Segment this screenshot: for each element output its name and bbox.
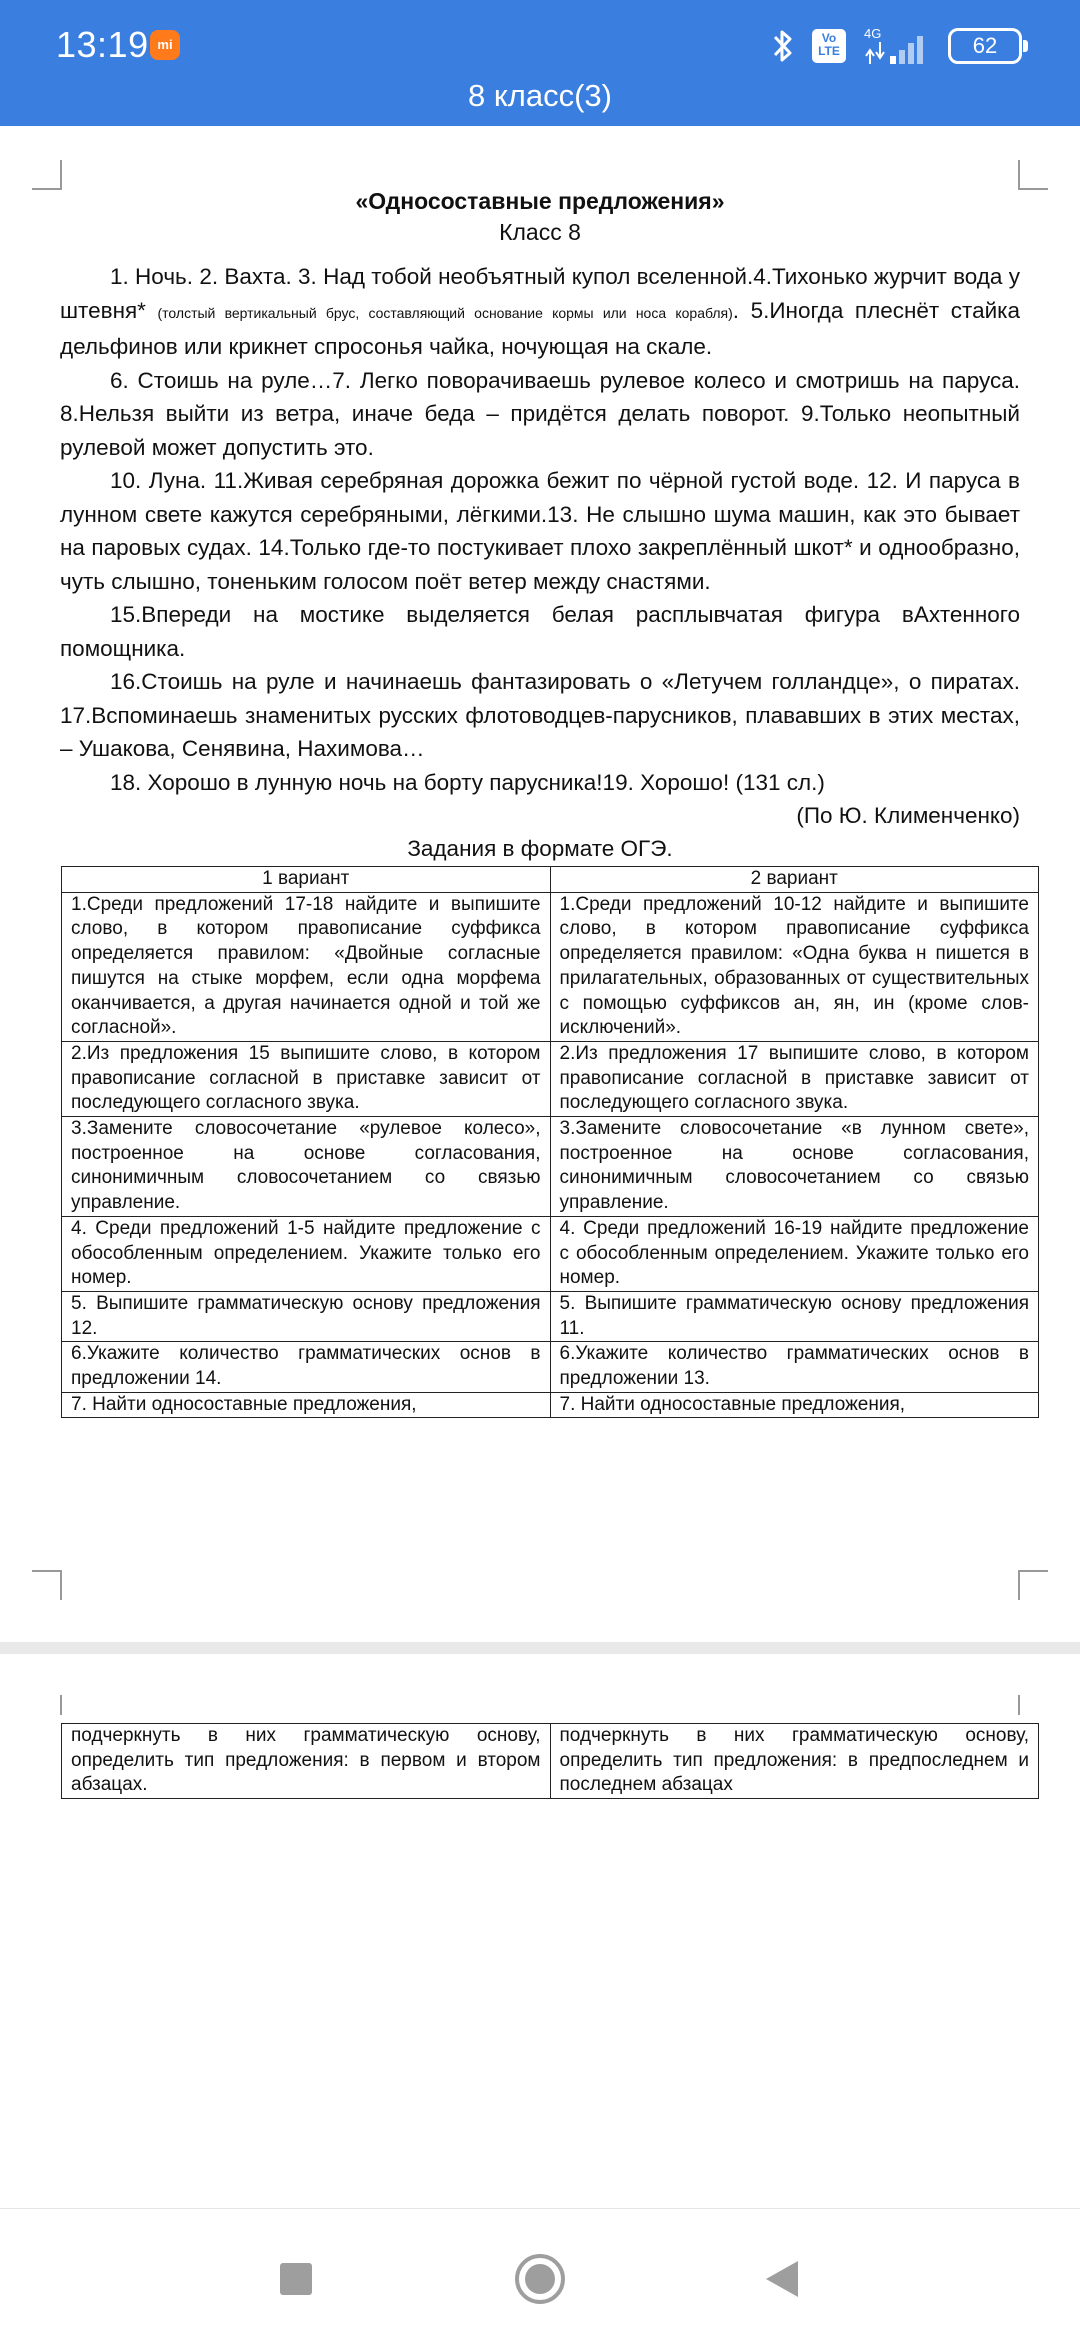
table-row (62, 1117, 1039, 1217)
table-cell: 1.Среди предложений 17-18 найдите и выпишите слово, в котором правописание суффикса определяется правилом: «Двойные согласные пишутся на стыке морфем, если одна морфема оканчивается, а другая начинается одной и той же согласной». (62, 892, 551, 1041)
document-page-2[interactable] (32, 1695, 1048, 2115)
volte-icon: Vo LTE (812, 29, 846, 63)
crop-mark (1018, 1570, 1048, 1600)
table-cell: 4. Среди предложений 16-19 найдите предложение с обособленным определением. Укажите только его номер. (550, 1216, 1039, 1291)
recents-icon (278, 2261, 314, 2297)
table-cell: 5. Выпишите грамматическую основу предложения 11. (550, 1291, 1039, 1341)
back-icon (764, 2259, 800, 2299)
tasks-title: Задания в формате ОГЭ. (407, 836, 673, 861)
doc-heading: «Односоставные предложения» (355, 188, 725, 214)
paragraph: 15.Впереди на мостике выделяется белая расплывчатая фигура вАхтенного помощника. (60, 602, 1020, 661)
table-header-row (62, 867, 1039, 893)
tasks-table-continued (61, 1723, 1039, 1799)
paragraph (60, 260, 1020, 364)
battery-icon (948, 28, 1022, 64)
crop-mark (1018, 1695, 1048, 1715)
table-row (62, 1291, 1039, 1341)
table-cell: подчеркнуть в них грамматическую основу, определить тип предложения: в предпоследнем и последнем абзацах (550, 1724, 1039, 1799)
tasks-table (61, 866, 1039, 1418)
page-separator (0, 1642, 1080, 1654)
table-cell: 3.Замените словосочетание «рулевое колесо», построенное на основе согласования, синонимичным словосочетанием со связью управление. (62, 1117, 551, 1217)
mi-notification-icon: mi (150, 30, 180, 60)
crop-mark (32, 160, 62, 190)
table-row (62, 892, 1039, 1041)
bluetooth-icon (770, 27, 796, 65)
footnote-text: (толстый вертикальный брус, составляющий основание кормы или носа корабля) (157, 304, 733, 321)
table-cell: подчеркнуть в них грамматическую основу, определить тип предложения: в первом и втором абзацах. (62, 1724, 551, 1799)
navigation-bar (0, 2208, 1080, 2340)
home-icon (513, 2252, 567, 2306)
table-row (62, 1392, 1039, 1418)
home-button[interactable] (510, 2249, 570, 2309)
table-cell: 7. Найти односоставные предложения, (550, 1392, 1039, 1418)
table-cell: 6.Укажите количество грамматических основ в предложении 14. (62, 1342, 551, 1392)
document-page-1[interactable] (32, 160, 1048, 1600)
table-row (62, 1724, 1039, 1799)
document-title: 8 класс(3) (468, 78, 612, 113)
table-row (62, 1041, 1039, 1116)
table-row (62, 1216, 1039, 1291)
back-button[interactable] (752, 2249, 812, 2309)
table-cell: 2.Из предложения 17 выпишите слово, в котором правописание согласной в приставке зависит от последующего согласного звука. (550, 1041, 1039, 1116)
paragraph-text: . 5.Иногда плеснёт стайка дельфинов или крикнет спросонья чайка, ночующая на скале. (60, 297, 1021, 359)
paragraph-text: 1. Ночь. 2. Вахта. 3. Над тобой необъятный купол вселенной.4.Тихонько журчит вода у штевня* (60, 264, 1020, 323)
table-cell: 5. Выпишите грамматическую основу предложения 12. (62, 1291, 551, 1341)
paragraph: 16.Стоишь на руле и начинаешь фантазировать о «Летучем голландце», о пиратах. 17.Вспоминаешь знаменитых русских флотоводцев-парусников, плававших в этих местах, – Ушакова, Сенявина, Нахимова… (60, 669, 1020, 761)
paragraph: 10. Луна. 11.Живая серебряная дорожка бежит по чёрной густой воде. 12. И паруса в лунном свете кажутся серебряными, лёгкими.13. Не слышно шума машин, как это бывает на паровых судах. 14.Только где-то постукивает плохо закреплённый шкот* и однообразно, чуть слышно, тоненьким голосом поёт ветер между снастями. (60, 468, 1020, 594)
table-cell: 1.Среди предложений 10-12 найдите и выпишите слово, в котором правописание суффикса определяется правилом: «Одна буква н пишется в прилагательных, образованных от существительных с помощью суффиксов ан, ян, ин (кроме слов-исключений». (550, 892, 1039, 1041)
network-type: 4G (864, 26, 882, 41)
signal-icon (862, 26, 932, 66)
table-cell: 7. Найти односоставные предложения, (62, 1392, 551, 1418)
system-icons (770, 26, 1022, 66)
table-cell: 4. Среди предложений 1-5 найдите предложение с обособленным определением. Укажите только его номер. (62, 1216, 551, 1291)
crop-mark (32, 1695, 62, 1715)
doc-subheading: Класс 8 (499, 219, 581, 245)
paragraph: 6. Стоишь на руле…7. Легко поворачиваешь рулевое колесо и смотришь на паруса. 8.Нельзя выйти из ветра, иначе беда – придётся делать поворот. 9.Только неопытный рулевой может допустить это. (60, 367, 1020, 460)
table-cell: 6.Укажите количество грамматических основ в предложении 13. (550, 1342, 1039, 1392)
doc-text (32, 260, 1048, 866)
crop-mark (1018, 160, 1048, 190)
status-bar (0, 0, 1080, 90)
table-cell: 3.Замените словосочетание «в лунном свете», построенное на основе согласования, синонимичным словосочетанием со связью управление. (550, 1117, 1039, 1217)
table-header-cell: 2 вариант (550, 867, 1039, 893)
table-cell: 2.Из предложения 15 выпишите слово, в котором правописание согласной в приставке зависит от последующего согласного звука. (62, 1041, 551, 1116)
paragraph: 18. Хорошо в лунную ночь на борту парусника!19. Хорошо! (131 сл.) (110, 769, 825, 795)
author-credit: (По Ю. Клименченко) (796, 803, 1020, 828)
table-header-cell: 1 вариант (62, 867, 551, 893)
battery-level: 62 (972, 33, 998, 58)
app-bar (0, 0, 1080, 126)
table-row (62, 1342, 1039, 1392)
recents-button[interactable] (266, 2249, 326, 2309)
crop-mark (32, 1570, 62, 1600)
status-time: 13:19 (56, 24, 149, 65)
